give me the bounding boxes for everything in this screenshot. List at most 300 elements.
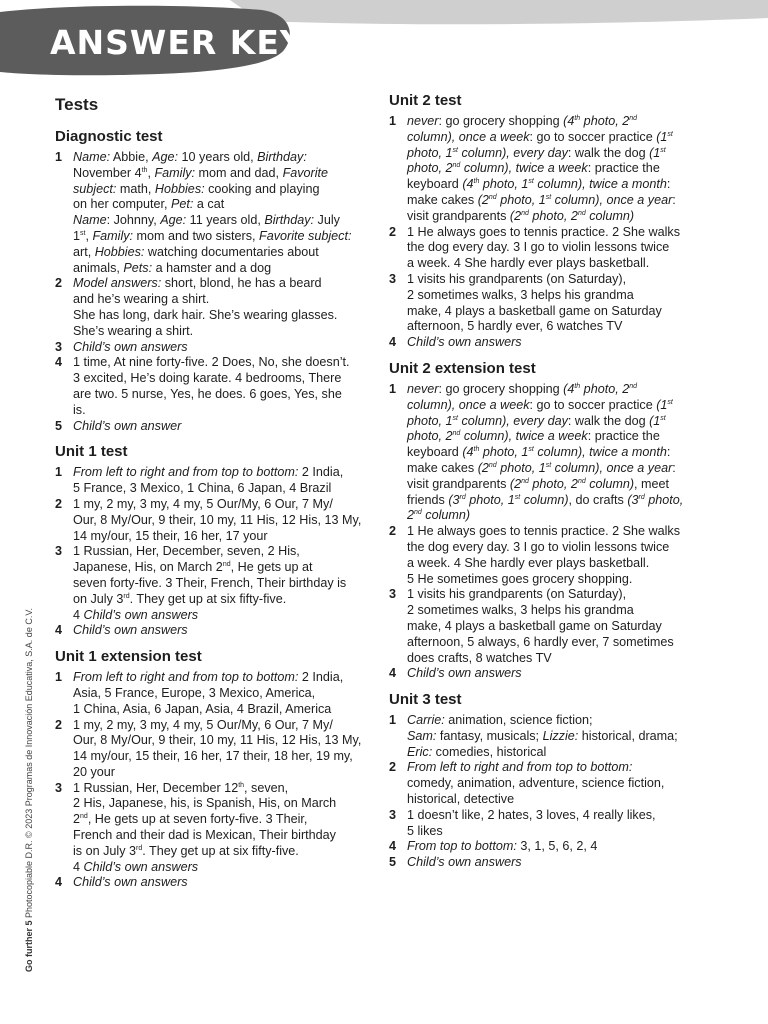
- answer-segment: photo, 1: [479, 177, 529, 192]
- answer-segment: : Johnny,: [106, 213, 161, 228]
- answer-segment: photo,: [644, 492, 684, 507]
- section-unit-1-test: [55, 442, 380, 639]
- answer-segment: (1: [649, 413, 661, 428]
- ordinal-suffix: nd: [222, 560, 231, 568]
- answer-segment: (2: [509, 208, 522, 223]
- answer-item: [389, 808, 719, 840]
- answer-number: 3: [389, 271, 397, 286]
- answer-segment: (4: [563, 381, 575, 396]
- answer-text: [73, 276, 380, 339]
- answer-segment: 1 visits his grandparents (on Saturday),: [407, 587, 627, 602]
- answer-segment: column), twice a month: [533, 445, 667, 460]
- answer-number: 1: [389, 381, 397, 396]
- ordinal-suffix: st: [528, 445, 534, 453]
- answer-item: [55, 340, 380, 356]
- section-diagnostic-test: [55, 127, 380, 434]
- answer-segment: subject:: [73, 181, 117, 196]
- answer-line: [407, 477, 719, 493]
- answer-segment: photo, 1: [496, 460, 546, 475]
- answer-segment: column), once a week: [407, 129, 530, 144]
- answer-number: 5: [389, 855, 397, 870]
- answer-text: [73, 150, 380, 276]
- answer-item: [389, 335, 719, 351]
- answer-segment: a week. 4 She hardly ever plays basketball.: [407, 555, 650, 570]
- answer-segment: Asia, 5 France, Europe, 3 Mexico, America,: [73, 685, 316, 700]
- answer-number: 1: [389, 114, 397, 128]
- answer-line: [407, 729, 719, 745]
- answer-segment: Hobbies:: [154, 181, 205, 196]
- answer-segment: 4: [73, 607, 84, 622]
- answer-line: [73, 796, 380, 812]
- ordinal-suffix: nd: [452, 430, 461, 438]
- answer-number: 4: [389, 666, 397, 681]
- ordinal-suffix: th: [574, 114, 581, 122]
- answer-line: [73, 213, 380, 229]
- ordinal-suffix: st: [452, 414, 458, 422]
- answer-segment: the dog every day. 3 I go to violin lessons twice: [407, 240, 670, 255]
- answer-line: [73, 560, 380, 576]
- answer-line: [407, 461, 719, 477]
- answer-item: [55, 150, 380, 276]
- answer-text: [407, 272, 719, 335]
- answer-segment: Eric:: [407, 744, 433, 759]
- section-unit-2-extension-test: [389, 359, 719, 682]
- answer-segment: fantasy, musicals;: [436, 728, 543, 743]
- answer-number: 2: [55, 496, 63, 511]
- answer-segment: Age:: [160, 213, 187, 228]
- answer-segment: art,: [73, 244, 95, 259]
- answer-segment: , do crafts: [568, 492, 628, 507]
- right-sections: [389, 91, 719, 871]
- answer-segment: 1 visits his grandparents (on Saturday),: [407, 271, 627, 286]
- answer-segment: photo, 1: [407, 145, 453, 160]
- ordinal-suffix: st: [667, 130, 673, 138]
- answer-line: [407, 382, 719, 398]
- answer-segment: on her computer,: [73, 197, 172, 212]
- answer-text: [407, 587, 719, 666]
- answer-segment: column), once a year: [551, 460, 673, 475]
- section-heading: Diagnostic test: [55, 128, 163, 145]
- answer-segment: From left to right and from top to bottom:: [407, 760, 633, 775]
- answer-item: [55, 875, 380, 891]
- answer-text: [73, 875, 380, 891]
- section-heading: Unit 3 test: [389, 691, 462, 709]
- header-band-shape: [230, 0, 768, 24]
- answer-segment: 2 sometimes walks, 3 helps his grandma: [407, 287, 634, 302]
- answer-segment: Abbie,: [110, 150, 153, 164]
- answer-item: [55, 781, 380, 876]
- answer-segment: (4: [462, 445, 474, 460]
- answer-segment: :: [666, 445, 671, 460]
- answer-text: [73, 419, 380, 435]
- answer-segment: cooking and playing: [204, 181, 320, 196]
- answer-segment: Family:: [154, 165, 196, 180]
- answer-segment: photo, 2: [407, 429, 453, 444]
- answer-line: [73, 702, 380, 718]
- answer-segment: 20 your: [73, 764, 116, 779]
- answer-segment: 1 time, At nine forty-five. 2 Does, No, she doesn’t.: [73, 355, 350, 370]
- answer-line: [407, 161, 719, 177]
- answer-segment: (1: [656, 397, 668, 412]
- answer-segment: visit grandparents: [407, 208, 510, 223]
- answer-line: [73, 182, 380, 198]
- answer-number: 4: [55, 355, 63, 370]
- answer-line: [407, 398, 719, 414]
- answer-segment: historical, detective: [407, 792, 515, 807]
- ordinal-suffix: st: [528, 178, 534, 185]
- answer-line: [407, 209, 719, 225]
- answer-segment: (2: [509, 476, 522, 491]
- answer-segment: November 4: [73, 165, 142, 180]
- answer-segment: (1: [656, 129, 668, 144]
- answer-line: [73, 529, 380, 545]
- answer-segment: a cat: [193, 197, 225, 212]
- answer-line: [73, 749, 380, 765]
- answer-line: [73, 245, 380, 261]
- answer-item: [389, 382, 719, 524]
- answer-number: 3: [55, 339, 63, 354]
- answer-segment: photo, 1: [496, 192, 546, 207]
- answer-line: [407, 335, 719, 351]
- answer-segment: Name:: [73, 150, 111, 164]
- answer-segment: Child’s own answers: [407, 666, 522, 681]
- answer-segment: ,: [147, 165, 155, 180]
- answer-line: [73, 513, 380, 529]
- answer-line: [73, 592, 380, 608]
- answer-segment: 5 likes: [407, 823, 443, 838]
- answer-segment: (1: [649, 145, 661, 160]
- ordinal-suffix: nd: [577, 209, 586, 217]
- answer-segment: Birthday:: [264, 213, 315, 228]
- page-title: ANSWER KEY: [50, 23, 305, 62]
- answer-line: [407, 603, 719, 619]
- answer-item: [389, 272, 719, 335]
- answer-line: [407, 651, 719, 667]
- answer-segment: 5 France, 3 Mexico, 1 China, 6 Japan, 4 Brazil: [73, 481, 332, 496]
- answer-segment: Sam:: [407, 728, 437, 743]
- ordinal-suffix: nd: [488, 461, 497, 469]
- side-credit: [23, 608, 35, 972]
- answer-segment: comedy, animation, adventure, science fiction,: [407, 776, 665, 791]
- answer-segment: Child’s own answers: [83, 859, 199, 874]
- answer-item: [55, 544, 380, 623]
- answer-text: [73, 497, 380, 544]
- answer-segment: column), once a week: [407, 397, 530, 412]
- answer-segment: photo, 2: [528, 208, 578, 223]
- answer-item: [389, 225, 719, 272]
- answer-segment: Child’s own answer: [73, 418, 182, 433]
- ordinal-suffix: nd: [488, 193, 497, 201]
- answer-segment: : walk the dog: [567, 413, 650, 428]
- answer-segment: 1 Russian, Her, December, seven, 2 His,: [73, 544, 300, 559]
- answer-segment: July: [314, 213, 340, 228]
- answer-line: [73, 150, 380, 166]
- answer-line: [407, 429, 719, 445]
- answer-text: [407, 760, 719, 807]
- answer-number: 2: [389, 224, 397, 239]
- answer-segment: Pets:: [123, 260, 153, 275]
- answer-segment: Child’s own answers: [73, 339, 188, 354]
- ordinal-suffix: rd: [459, 493, 466, 501]
- answer-line: [73, 718, 380, 734]
- ordinal-suffix: nd: [414, 509, 422, 517]
- answer-line: [73, 197, 380, 213]
- answer-segment: : go grocery shopping: [438, 114, 564, 128]
- answer-number: 1: [55, 670, 63, 685]
- answer-segment: photo, 2: [580, 114, 630, 128]
- answer-line: [407, 619, 719, 635]
- answer-segment: , He gets up at seven forty-five. 3 Their,: [87, 812, 308, 827]
- answer-item: [55, 419, 380, 435]
- answer-text: [407, 335, 719, 351]
- answer-segment: make, 4 plays a basketball game on Saturday: [407, 618, 662, 633]
- answer-segment: She’s wearing a shirt.: [73, 323, 194, 338]
- answer-item: [389, 839, 719, 855]
- answer-segment: 5 He sometimes goes grocery shopping.: [407, 571, 633, 586]
- answer-item: [389, 760, 719, 807]
- answer-segment: Child’s own answers: [83, 607, 199, 622]
- answer-segment: mom and dad,: [195, 165, 283, 180]
- section-heading: Unit 2 test: [389, 92, 462, 109]
- answer-line: [407, 713, 719, 729]
- answer-number: 3: [389, 807, 397, 822]
- answer-segment: 2: [73, 812, 81, 827]
- answer-segment: : practice the: [587, 429, 660, 444]
- answer-text: [73, 465, 380, 497]
- answer-segment: a week. 4 She hardly ever plays basketball.: [407, 256, 650, 271]
- answer-line: [407, 524, 719, 540]
- answer-line: [407, 666, 719, 682]
- answer-line: [73, 292, 380, 308]
- answer-segment: From top to bottom:: [407, 839, 517, 854]
- answer-segment: : walk the dog: [567, 145, 650, 160]
- ordinal-suffix: rd: [638, 493, 645, 501]
- answer-line: [73, 261, 380, 277]
- answer-item: [55, 355, 380, 418]
- answer-segment: Child’s own answers: [407, 335, 522, 350]
- answer-segment: (3: [448, 492, 460, 507]
- answer-text: [73, 340, 380, 356]
- answer-line: [407, 445, 719, 461]
- answer-line: [73, 276, 380, 292]
- answer-segment: From left to right and from top to bottom:: [73, 670, 299, 685]
- answer-text: [407, 524, 719, 587]
- answer-segment: visit grandparents: [407, 476, 510, 491]
- ordinal-suffix: th: [473, 445, 480, 453]
- section-unit-1-extension-test: [55, 647, 380, 891]
- answer-segment: make cakes: [407, 192, 478, 207]
- answer-line: [407, 493, 719, 509]
- answer-item: [389, 666, 719, 682]
- answer-segment: comedies, historical: [432, 744, 547, 759]
- answer-line: [73, 608, 380, 624]
- ordinal-suffix: th: [141, 166, 148, 174]
- answer-segment: column): [585, 476, 635, 491]
- answer-segment: column), twice a week: [460, 429, 588, 444]
- answer-segment: : go grocery shopping: [438, 381, 564, 396]
- answer-item: [389, 713, 719, 760]
- answer-segment: 1 my, 2 my, 3 my, 4 my, 5 Our/My, 6 Our, 7 My/: [73, 496, 333, 511]
- answer-segment: (4: [462, 177, 474, 192]
- answer-segment: animation, science fiction;: [444, 713, 593, 728]
- answer-number: 3: [55, 544, 63, 559]
- answer-segment: , meet: [634, 476, 670, 491]
- answer-number: 1: [55, 465, 63, 480]
- answer-line: [407, 288, 719, 304]
- answer-text: [407, 666, 719, 682]
- answer-segment: : go to soccer practice: [529, 397, 657, 412]
- answer-segment: watching documentaries about: [144, 244, 319, 259]
- answer-segment: : go to soccer practice: [529, 129, 657, 144]
- answer-segment: 1 my, 2 my, 3 my, 4 my, 5 Our/My, 6 Our, 7 My/: [73, 717, 333, 732]
- answer-segment: (2: [477, 460, 489, 475]
- answer-segment: photo, 1: [479, 445, 529, 460]
- answer-segment: (2: [477, 192, 489, 207]
- ordinal-suffix: st: [80, 229, 86, 237]
- answer-line: [73, 419, 380, 435]
- answer-segment: photo, 2: [528, 476, 578, 491]
- answer-segment: (3: [627, 492, 639, 507]
- answer-segment: Model answers:: [73, 276, 162, 291]
- answer-line: [407, 587, 719, 603]
- answer-segment: She has long, dark hair. She’s wearing glasses.: [73, 307, 338, 322]
- answer-line: [407, 824, 719, 840]
- section-heading: Unit 1 extension test: [55, 648, 202, 666]
- answer-line: [407, 572, 719, 588]
- answer-segment: 1 doesn’t like, 2 hates, 3 loves, 4 really likes,: [407, 807, 656, 822]
- answer-segment: is on July 3: [73, 843, 136, 858]
- answer-line: [407, 130, 719, 146]
- left-column: [55, 90, 380, 899]
- answer-line: [73, 324, 380, 340]
- answer-segment: photo, 1: [407, 413, 453, 428]
- answer-segment: Birthday:: [257, 150, 307, 164]
- answer-line: [73, 844, 380, 860]
- answer-item: [55, 718, 380, 781]
- answer-line: [73, 860, 380, 876]
- answer-segment: Our, 8 My/Our, 9 their, 10 my, 11 His, 12 His, 13 My,: [73, 512, 362, 527]
- section-heading: Unit 1 test: [55, 443, 128, 461]
- answer-segment: make, 4 plays a basketball game on Saturday: [407, 303, 662, 318]
- answer-text: [73, 623, 380, 639]
- answer-line: [73, 576, 380, 592]
- answer-segment: Our, 8 My/Our, 9 their, 10 my, 11 His, 12 His, 13 My,: [73, 733, 362, 748]
- ordinal-suffix: rd: [136, 844, 143, 852]
- answer-segment: 11 years old,: [186, 213, 265, 228]
- answer-text: [73, 781, 380, 876]
- answer-segment: 1 China, Asia, 6 Japan, Asia, 4 Brazil, America: [73, 701, 332, 716]
- answer-segment: . They get up at six fifty-five.: [142, 843, 299, 858]
- answer-number: 4: [55, 623, 63, 638]
- answer-segment: : practice the: [587, 161, 660, 176]
- answer-item: [389, 587, 719, 666]
- answer-segment: 10 years old,: [178, 150, 258, 164]
- answer-segment: :: [666, 177, 671, 192]
- answer-line: [407, 760, 719, 776]
- answer-line: [73, 355, 380, 371]
- answer-line: [73, 733, 380, 749]
- answer-item: [55, 670, 380, 717]
- answer-line: [73, 781, 380, 797]
- answer-segment: math,: [116, 181, 155, 196]
- side-credit-brand: Go further 5: [24, 920, 34, 972]
- ordinal-suffix: st: [545, 193, 552, 201]
- answer-item: [55, 497, 380, 544]
- answer-segment: Hobbies:: [94, 244, 145, 259]
- answer-segment: Name: [73, 213, 107, 228]
- answer-text: [407, 808, 719, 840]
- answer-segment: , He gets up at: [230, 560, 313, 575]
- ordinal-suffix: th: [238, 781, 245, 789]
- ordinal-suffix: nd: [80, 813, 88, 821]
- answer-segment: short, blond, he has a beard: [161, 276, 322, 291]
- ordinal-suffix: st: [667, 398, 673, 406]
- answer-segment: seven forty-five. 3 Their, French, Their birthday is: [73, 575, 347, 590]
- answer-segment: 1: [73, 228, 81, 243]
- answer-line: [407, 745, 719, 761]
- answer-segment: 1 Russian, Her, December 12: [73, 780, 239, 795]
- answer-segment: a hamster and a dog: [152, 260, 272, 275]
- answer-line: [73, 481, 380, 497]
- answer-text: [73, 718, 380, 781]
- answer-number: 2: [55, 276, 63, 291]
- answer-segment: Child’s own answers: [407, 855, 522, 870]
- answer-segment: make cakes: [407, 460, 478, 475]
- answer-segment: column), twice a month: [533, 177, 667, 192]
- answer-number: 4: [389, 839, 397, 854]
- answer-segment: on July 3: [73, 591, 124, 606]
- answer-text: [407, 839, 719, 855]
- answer-line: [73, 403, 380, 419]
- answer-number: 2: [55, 717, 63, 732]
- answer-segment: column), twice a week: [460, 161, 588, 176]
- tests-heading: Tests: [55, 95, 99, 114]
- answer-segment: column), every day: [457, 145, 568, 160]
- answer-line: [407, 256, 719, 272]
- answer-line: [407, 225, 719, 241]
- answer-segment: column), once a year: [551, 192, 673, 207]
- ordinal-suffix: st: [452, 146, 458, 154]
- answer-line: [407, 177, 719, 193]
- answer-segment: keyboard: [407, 177, 463, 192]
- answer-segment: 2: [407, 508, 415, 523]
- answer-segment: 14 my/our, 15 their, 16 her, 17 your: [73, 528, 268, 543]
- answer-segment: 2 sometimes walks, 3 helps his grandma: [407, 603, 634, 618]
- answer-item: [389, 524, 719, 587]
- answer-segment: the dog every day. 3 I go to violin lessons twice: [407, 539, 670, 554]
- answer-line: [407, 635, 719, 651]
- answer-number: 1: [389, 713, 397, 728]
- answer-line: [73, 387, 380, 403]
- answer-line: [407, 808, 719, 824]
- answer-text: [407, 382, 719, 524]
- answer-segment: and he’s wearing a shirt.: [73, 292, 210, 307]
- answer-segment: Japanese, His, on March 2: [73, 560, 223, 575]
- answer-segment: is.: [73, 402, 86, 417]
- answer-line: [73, 875, 380, 891]
- answer-segment: 3, 1, 5, 6, 2, 4: [516, 839, 598, 854]
- answer-text: [407, 225, 719, 272]
- section-unit-3-test: [389, 690, 719, 871]
- ordinal-suffix: st: [660, 414, 666, 422]
- ordinal-suffix: nd: [521, 477, 529, 485]
- answer-line: [73, 623, 380, 639]
- answer-line: [407, 319, 719, 335]
- answer-segment: . They get up at six fifty-five.: [129, 591, 287, 606]
- answer-segment: historical, drama;: [578, 728, 678, 743]
- answer-line: [73, 670, 380, 686]
- ordinal-suffix: st: [514, 493, 521, 501]
